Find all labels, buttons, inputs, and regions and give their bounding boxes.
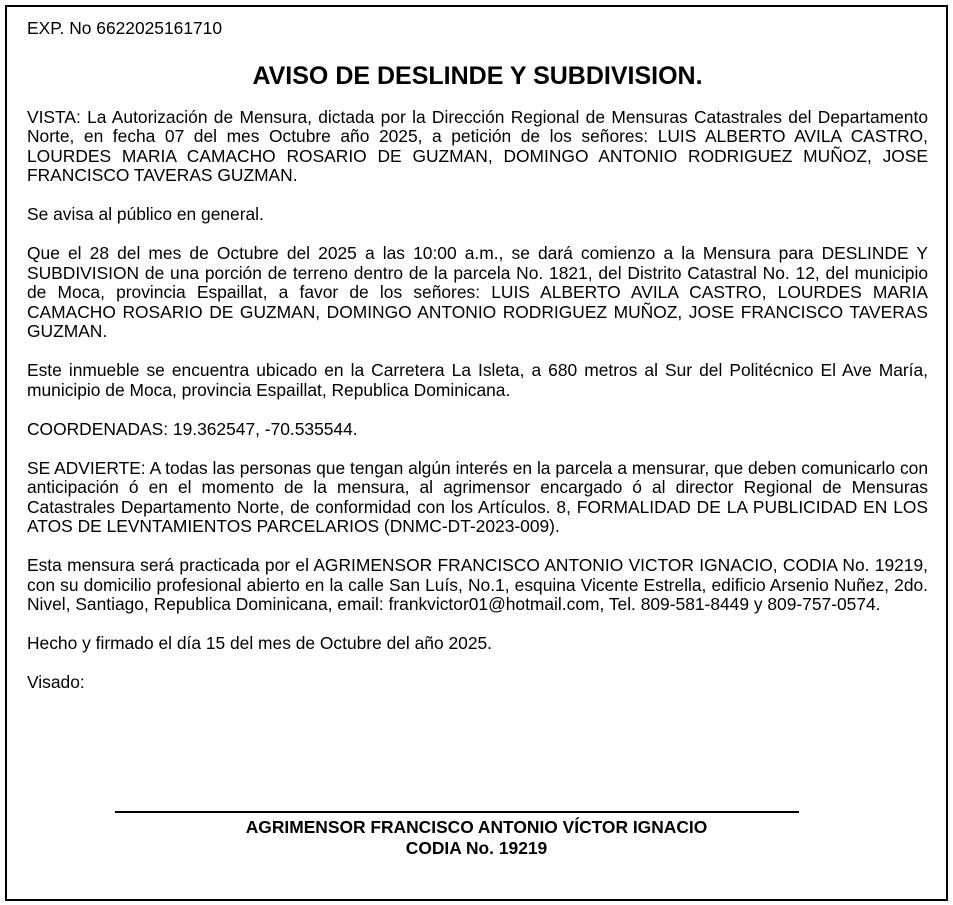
signature-codia: CODIA No. 19219 — [405, 838, 548, 858]
notice-frame — [5, 5, 948, 901]
paragraph-survey-date: Que el 28 del mes de Octubre del 2025 a las 10:00 a.m., se dará comienzo a la Mensura para DESLINDE Y SUBDIVISION de una porción de terreno dentro de la parcela No. 1821, del Distrito Catastral No. 12, del municipio de Moca, provincia Espaillat, a favor de los señores: LUIS ALBERTO AVILA CASTRO, LOURDES MARIA CAMACHO ROSARIO DE GUZMAN, DOMINGO ANTONIO RODRIGUEZ MUÑOZ, JOSE FRANCISCO TAVERAS GUZMAN. — [27, 243, 928, 341]
paragraph-warning: SE ADVIERTE: A todas las personas que tengan algún interés en la parcela a mensurar, que deben comunicarlo con anticipación ó en el momento de la mensura, al agrimensor encargado ó al director Regional de Mensuras Catastrales Departamento Norte, de conformidad con los Artículos. 8, FORMALIDAD DE LA PUBLICIDAD EN LOS ATOS DE LEVNTAMIENTOS PARCELARIOS (DNMC-DT-2023-009). — [27, 457, 928, 536]
expedient-number: EXP. No 6622025161710 — [27, 18, 223, 38]
paragraph-surveyor: Esta mensura será practicada por el AGRIMENSOR FRANCISCO ANTONIO VICTOR IGNACIO, CODIA No. 19219, con su domicilio profesional abierto en la calle San Luís, No.1, esquina Vicente Estrella, edificio Arsenio Nuñez, 2do. Nivel, Santiago, Republica Dominicana, email: frankvictor01@hotmail.com, Tel. 809-581-8449 y 809-757-0574. — [27, 555, 928, 614]
notice-content — [27, 19, 928, 693]
signature-name: AGRIMENSOR FRANCISCO ANTONIO VÍCTOR IGNACIO — [245, 817, 708, 837]
signature-line — [115, 811, 799, 813]
notice-title: AVISO DE DESLINDE Y SUBDIVISION. — [252, 61, 703, 90]
signature-block — [7, 817, 946, 859]
paragraph-public-notice: Se avisa al público en general. — [27, 204, 264, 224]
paragraph-location: Este inmueble se encuentra ubicado en la Carretera La Isleta, a 680 metros al Sur del Politécnico El Ave María, municipio de Moca, provincia Espaillat, Republica Dominicana. — [27, 360, 928, 400]
paragraph-visado: Visado: — [27, 672, 85, 692]
paragraph-vista: VISTA: La Autorización de Mensura, dictada por la Dirección Regional de Mensuras Catastrales del Departamento Norte, en fecha 07 del mes Octubre año 2025, a petición de los señores: LUIS ALBERTO AVILA CASTRO, LOURDES MARIA CAMACHO ROSARIO DE GUZMAN, DOMINGO ANTONIO RODRIGUEZ MUÑOZ, JOSE FRANCISCO TAVERAS GUZMAN. — [27, 106, 928, 185]
paragraph-coordinates: COORDENADAS: 19.362547, -70.535544. — [27, 418, 358, 439]
paragraph-signed-date: Hecho y firmado el día 15 del mes de Octubre del año 2025. — [27, 633, 492, 653]
